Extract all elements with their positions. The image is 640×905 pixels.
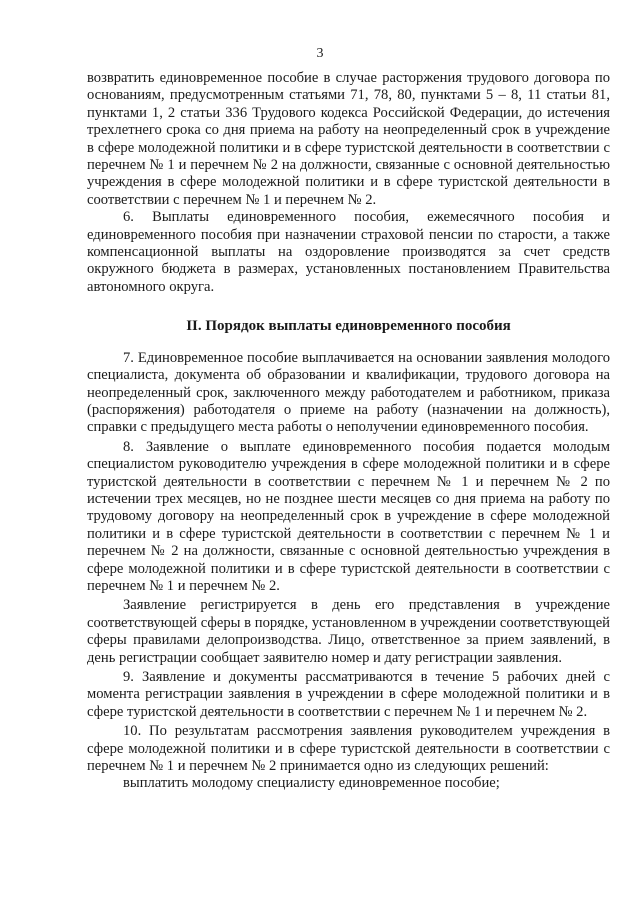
paragraph-8: 8. Заявление о выплате единовременного пособия подается молодым специалистом руководителю учреждения в сфере молодежной политики и в сфере туристской деятельности в соответствии с перечнем № 1 и перечнем № 2 по истечении трех месяцев, но не позднее шести месяцев со дня приема на работу по трудовому договору на неопределенный срок в учреждение в сфере молодежной политики и в сфере туристской деятельности в соответствии с перечнем № 1 и перечнем № 2 на должности, связанные с основной деятельностью учреждения в сфере молодежной политики и в сфере туристской деятельности в соответствии с перечнем № 1 и перечнем № 2. xyxy=(87,438,610,594)
document-body xyxy=(87,70,610,793)
section-heading: II. Порядок выплаты единовременного пособия xyxy=(186,318,511,335)
paragraph-7: 7. Единовременное пособие выплачивается на основании заявления молодого специалиста, документа об образовании и квалификации, трудового договора на неопределенный срок, заключенного между работодателем и работником, приказа (распоряжения) работодателя о приеме на работу (назначении на должность), справки с предыдущего места работы о неполучении единовременного пособия. xyxy=(87,349,610,436)
paragraph-registration: Заявление регистрируется в день его представления в учреждение соответствующей сферы в порядке, установленном в учреждении соответствующей сферы правилами делопроизводства. Лицо, ответственное за прием заявлений, в день регистрации сообщает заявителю номер и дату регистрации заявления. xyxy=(87,597,610,666)
paragraph-9: 9. Заявление и документы рассматриваются в течение 5 рабочих дней с момента регистрации заявления в учреждении в сфере молодежной политики и в сфере туристской деятельности в соответствии с перечнем № 1 и перечнем № 2. xyxy=(87,669,610,720)
paragraph-10: 10. По результатам рассмотрения заявления руководителем учреждения в сфере молодежной политики и в сфере туристской деятельности в соответствии с перечнем № 1 и перечнем № 2 принимается одно из следующих решений: xyxy=(87,723,610,775)
paragraph-6: 6. Выплаты единовременного пособия, ежемесячного пособия и единовременного пособия при назначении страховой пенсии по старости, а также компенсационной выплаты на оздоровление производятся за счет средств окружного бюджета в размерах, установленных постановлением Правительства автономного округа. xyxy=(87,209,610,295)
paragraph-decision-pay: выплатить молодому специалисту единовременное пособие; xyxy=(123,775,500,792)
page-number: 3 xyxy=(316,46,324,61)
paragraph-return-allowance: возвратить единовременное пособие в случае расторжения трудового договора по основаниям, предусмотренным статьями 71, 78, 80, пунктами 5 – 8, 11 статьи 81, пунктами 1, 2 статьи 336 Трудового кодекса Российской Федерации, до истечения трехлетнего срока со дня приема на работу на неопределенный срок в учреждение в сфере молодежной политики и в сфере туристской деятельности в соответствии с перечнем № 1 и перечнем № 2 на должности, связанные с основной деятельностью учреждения в сфере молодежной политики и в сфере туристской деятельности в соответствии с перечнем № 1 и перечнем № 2. xyxy=(87,70,610,208)
